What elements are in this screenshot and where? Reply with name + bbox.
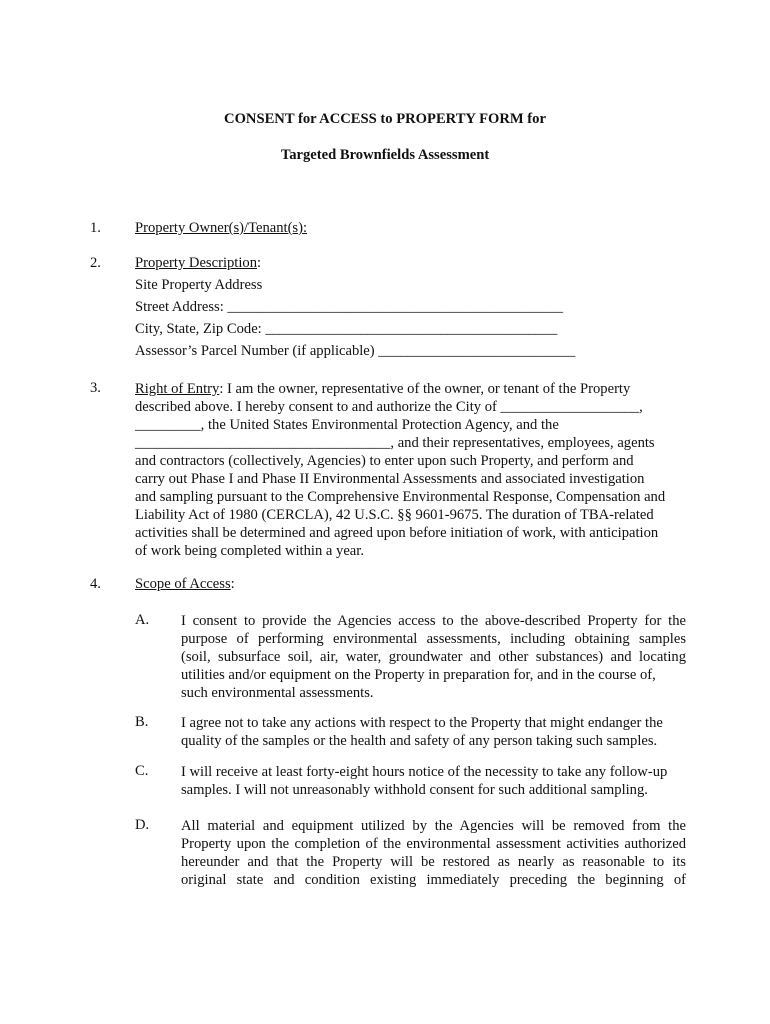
section-4-heading-line xyxy=(135,576,235,593)
form-title: CONSENT for ACCESS to PROPERTY FORM for xyxy=(224,111,546,127)
section-2-heading: Property Description xyxy=(135,255,257,271)
section-3-paragraph xyxy=(135,380,695,560)
section-3-line-8: Liability Act of 1980 (CERCLA), 42 U.S.C. §§ 9601-9675. The duration of TBA-related xyxy=(135,507,654,523)
section-3-heading: Right of Entry xyxy=(135,381,220,397)
scope-item-c-letter: C. xyxy=(135,763,149,779)
section-2-number: 2. xyxy=(90,255,101,271)
section-3-number: 3. xyxy=(90,380,101,396)
scope-item-d-text: All material and equipment utilized by the Agencies will be removed from the Property upon the completion of the environmental assessment activities authorized hereunder and that the Property will be restored as nearly as reasonable to its original state and condition existing immediately preceding the beginning of xyxy=(181,818,686,888)
section-3-line-1: Right of Entry: I am the owner, representative of the owner, or tenant of the Property xyxy=(135,381,631,397)
section-3-line-7: and sampling pursuant to the Comprehensive Environmental Response, Compensation and xyxy=(135,489,666,505)
section-1-number: 1. xyxy=(90,220,101,236)
section-3-line-3: _________, the United States Environmental Protection Agency, and the xyxy=(135,417,559,433)
section-3-line-5: and contractors (collectively, Agencies) to enter upon such Property, and perform and xyxy=(135,453,634,469)
site-property-address-label: Site Property Address xyxy=(135,277,263,293)
street-address-field: Street Address: ______________________________________________ xyxy=(135,299,564,315)
section-3-line-6: carry out Phase I and Phase II Environmental Assessments and associated investigation xyxy=(135,471,645,487)
scope-item-d-letter: D. xyxy=(135,817,150,833)
section-2-heading-line xyxy=(135,255,261,272)
section-2-heading-colon: : xyxy=(257,255,262,271)
scope-item-c-text: I will receive at least forty-eight hours notice of the necessity to take any follow-up samples. I will not unreasonably withhold consent for such additional sampling. xyxy=(181,764,668,798)
parcel-number-field: Assessor’s Parcel Number (if applicable) ___________________________ xyxy=(135,343,576,359)
section-4-number: 4. xyxy=(90,576,101,592)
section-4-heading: Scope of Access xyxy=(135,576,231,592)
section-3-line-9: activities shall be determined and agreed upon before initiation of work, with anticipation xyxy=(135,525,659,541)
city-state-zip-field: City, State, Zip Code: ________________________________________ xyxy=(135,321,558,337)
section-3-line-2: described above. I hereby consent to and authorize the City of ___________________, xyxy=(135,399,643,415)
scope-item-a-letter: A. xyxy=(135,612,150,628)
form-subtitle: Targeted Brownfields Assessment xyxy=(280,147,490,163)
section-3-line-4: ___________________________________, and their representatives, employees, agents xyxy=(135,435,655,451)
section-1-heading: Property Owner(s)/Tenant(s): xyxy=(135,220,308,236)
scope-item-b-letter: B. xyxy=(135,714,149,730)
section-4-heading-colon: : xyxy=(230,576,235,592)
scope-item-a-text: I consent to provide the Agencies access to the above-described Property for the purpose of performing environmental assessments, including obtaining samples (soil, subsurface soil, air, water, groundwater and other substances) and locating utilities and/or equipment on the Property in preparation for, and in the course of, such environmental assessments. xyxy=(181,613,686,701)
section-3-line-10: of work being completed within a year. xyxy=(135,543,364,559)
scope-item-b-text: I agree not to take any actions with respect to the Property that might endanger the quality of the samples or the health and safety of any person taking such samples. xyxy=(181,715,663,749)
